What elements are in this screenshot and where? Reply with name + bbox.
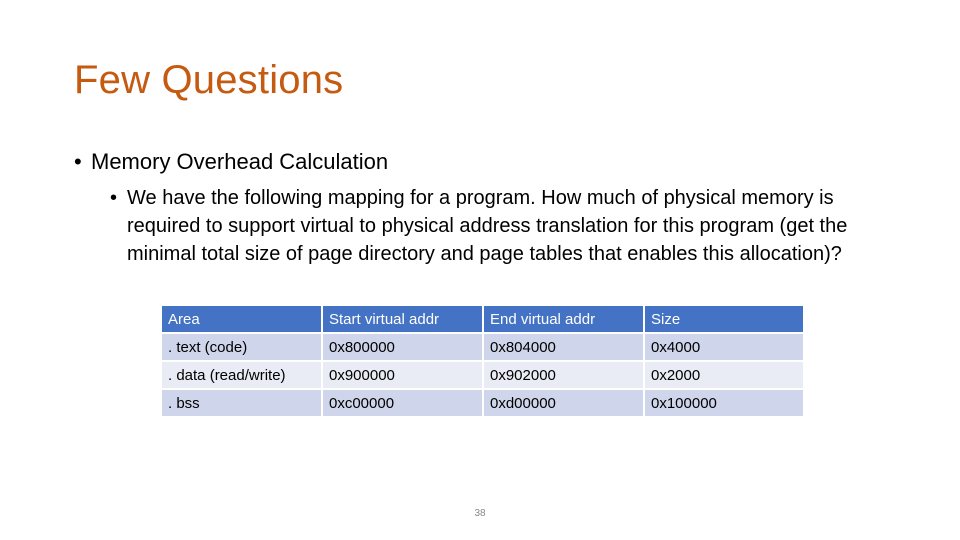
- bullet-level-1: [74, 148, 388, 176]
- memory-mapping-table: [160, 304, 805, 418]
- table-cell-start: 0x800000: [322, 333, 483, 361]
- table-cell-size: 0x4000: [644, 333, 804, 361]
- column-header-start-virtual-addr: Start virtual addr: [322, 305, 483, 333]
- bullet-level-1-text: Memory Overhead Calculation: [91, 149, 389, 174]
- table-cell-size: 0x100000: [644, 389, 804, 417]
- table-cell-start: 0xc00000: [322, 389, 483, 417]
- table-cell-end: 0x902000: [483, 361, 644, 389]
- table-row: [161, 361, 804, 389]
- column-header-size: Size: [644, 305, 804, 333]
- column-header-end-virtual-addr: End virtual addr: [483, 305, 644, 333]
- bullet-dot: •: [110, 187, 118, 209]
- table-cell-area: . data (read/write): [161, 361, 322, 389]
- table-cell-area: . bss: [161, 389, 322, 417]
- table-cell-size: 0x2000: [644, 361, 804, 389]
- table-row: [161, 389, 804, 417]
- page-number: 38: [474, 508, 486, 519]
- bullet-level-2-text: We have the following mapping for a program. How much of physical memory is required to support virtual to physical address translation for this program (get the minimal total size of page directory and page tables that enables this allocation)?: [127, 187, 848, 265]
- table-cell-end: 0xd00000: [483, 389, 644, 417]
- table-row: [161, 333, 804, 361]
- table-header-row: [161, 305, 804, 333]
- column-header-area: Area: [161, 305, 322, 333]
- slide-title: Few Questions: [74, 58, 344, 102]
- table-cell-start: 0x900000: [322, 361, 483, 389]
- bullet-level-2: [110, 184, 910, 268]
- table-cell-area: . text (code): [161, 333, 322, 361]
- bullet-dot: •: [74, 149, 82, 174]
- table-cell-end: 0x804000: [483, 333, 644, 361]
